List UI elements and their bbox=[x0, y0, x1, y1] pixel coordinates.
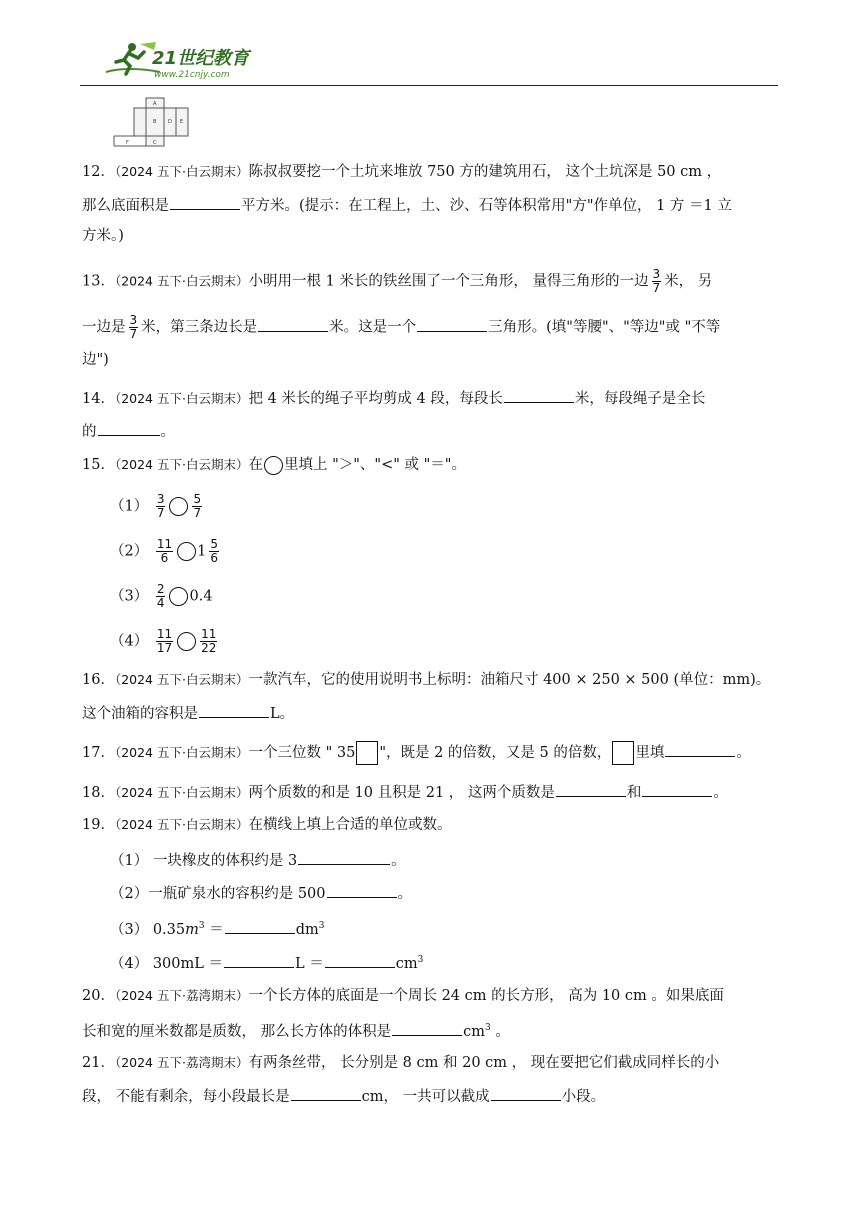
svg-text:F: F bbox=[126, 140, 129, 146]
q19-line1 bbox=[82, 815, 451, 835]
exponent: 3 bbox=[417, 955, 424, 965]
q17-text1a: 一个三位数 " 35 bbox=[248, 745, 356, 761]
q19-item-2 bbox=[82, 882, 412, 904]
fraction-denominator: 6 bbox=[160, 551, 169, 565]
q21-line2 bbox=[82, 1085, 605, 1107]
q15-item-2 bbox=[82, 538, 222, 565]
q15-item-4 bbox=[82, 628, 220, 655]
q20-line2 bbox=[82, 1018, 510, 1042]
q17-text1d: 。 bbox=[736, 745, 751, 761]
compare-circle-input[interactable] bbox=[169, 587, 188, 606]
svg-text:E: E bbox=[180, 119, 184, 125]
q18-number: 18． bbox=[82, 785, 115, 801]
q19-item3-text: （3） 0.35 bbox=[110, 921, 186, 938]
fraction-numerator: 5 bbox=[210, 537, 218, 551]
unit-l: L ＝ bbox=[295, 955, 324, 972]
fraction bbox=[652, 268, 662, 295]
exponent: 3 bbox=[198, 921, 205, 931]
q20-line1 bbox=[82, 986, 724, 1006]
fraction bbox=[192, 493, 202, 520]
q19-blank-2[interactable] bbox=[327, 882, 397, 898]
q15-text1a: 在 bbox=[248, 457, 263, 473]
fraction-numerator: 11 bbox=[201, 627, 217, 641]
fraction-denominator: 4 bbox=[156, 596, 165, 610]
q16-blank[interactable] bbox=[199, 702, 269, 718]
q12-text2a: 那么底面积是 bbox=[82, 198, 169, 214]
q18-blank-1[interactable] bbox=[556, 781, 626, 797]
decimal-value: 0.4 bbox=[189, 588, 213, 605]
q20-blank[interactable] bbox=[392, 1020, 462, 1036]
q19-item-3 bbox=[82, 916, 325, 940]
q20-number: 20． bbox=[82, 988, 115, 1004]
q14-text2b: 。 bbox=[160, 424, 175, 440]
fraction-numerator: 3 bbox=[156, 492, 165, 506]
unit-dm: dm bbox=[295, 921, 319, 938]
q19-item-4 bbox=[82, 950, 423, 974]
fraction bbox=[129, 314, 139, 341]
q19-item4-text: （4） 300mL ＝ bbox=[110, 955, 223, 972]
q15-text1b: 里填上 "＞"、"<" 或 "＝"。 bbox=[283, 457, 466, 473]
q16-line1 bbox=[82, 670, 770, 690]
q13-text1a: 小明用一根 1 米长的铁丝围了一个三角形， 量得三角形的一边 bbox=[248, 273, 649, 290]
q14-blank-2[interactable] bbox=[98, 420, 160, 436]
q13-text3: 边") bbox=[82, 352, 109, 368]
runner-logo-icon bbox=[100, 38, 270, 82]
q12-line1 bbox=[82, 162, 721, 182]
exponent: 3 bbox=[484, 1023, 491, 1033]
q19-text1: 在横线上填上合适的单位或数。 bbox=[248, 817, 452, 833]
q19-blank-4[interactable] bbox=[224, 952, 294, 968]
svg-text:B: B bbox=[153, 119, 157, 125]
compare-circle-icon bbox=[264, 456, 283, 475]
q15-item-3 bbox=[82, 583, 213, 610]
header-divider bbox=[80, 85, 778, 86]
q13-number: 13． bbox=[82, 273, 115, 290]
q14-line1 bbox=[82, 387, 705, 409]
q19-blank-5[interactable] bbox=[325, 952, 395, 968]
q13-text2b: 米，第三条边长是 bbox=[141, 319, 258, 336]
fraction-numerator: 2 bbox=[156, 582, 165, 596]
item-label: （3） bbox=[110, 588, 149, 605]
fraction-numerator: 11 bbox=[156, 537, 173, 551]
q19-item1-text: （1） 一块橡皮的体积约是 3 bbox=[110, 853, 298, 869]
equals: ＝ bbox=[204, 921, 224, 938]
q21-text2b: cm， 一共可以截成 bbox=[361, 1089, 490, 1105]
q19-blank-1[interactable] bbox=[298, 849, 390, 865]
q13-source: （2024 五下·白云期末） bbox=[114, 273, 249, 289]
q13-line2 bbox=[82, 314, 720, 341]
q13-text1b: 米， 另 bbox=[664, 273, 713, 290]
q18-text1c: 。 bbox=[713, 785, 728, 801]
svg-text:A: A bbox=[153, 101, 157, 107]
q12-line2 bbox=[82, 194, 732, 216]
q13-line3 bbox=[82, 350, 109, 370]
q12-text2b: 平方米。(提示：在工程上，土、沙、石等体积常用"方"作单位， 1 方 ＝1 立 bbox=[241, 198, 732, 214]
q17-blank[interactable] bbox=[665, 741, 735, 757]
fraction-denominator: 7 bbox=[129, 327, 138, 341]
q16-text1: 一款汽车，它的使用说明书上标明：油箱尺寸 400 × 250 × 500 (单位：mm)。 bbox=[248, 672, 771, 688]
q12-text3: 方米。) bbox=[82, 228, 124, 244]
svg-text:21世纪教育: 21世纪教育 bbox=[152, 48, 250, 69]
q13-blank-1[interactable] bbox=[258, 316, 328, 332]
unit-m: m bbox=[185, 921, 199, 938]
q21-number: 21． bbox=[82, 1055, 115, 1071]
q13-blank-2[interactable] bbox=[417, 316, 487, 332]
q20-text2d: 。 bbox=[490, 1023, 510, 1040]
fraction bbox=[156, 583, 166, 610]
fraction-denominator: 7 bbox=[193, 506, 202, 520]
compare-circle-input[interactable] bbox=[169, 497, 188, 516]
q21-line1 bbox=[82, 1053, 719, 1073]
q17-line1 bbox=[82, 741, 751, 765]
svg-text:C: C bbox=[153, 140, 157, 146]
brand-logo bbox=[100, 38, 270, 82]
q19-item1-end: 。 bbox=[391, 853, 406, 869]
q12-source: （2024 五下·白云期末） bbox=[114, 164, 249, 179]
q15-item-1 bbox=[82, 493, 205, 520]
q14-text1b: 米，每段绳子是全长 bbox=[574, 391, 706, 407]
q16-line2 bbox=[82, 702, 294, 724]
q12-blank[interactable] bbox=[170, 194, 240, 210]
q12-line3 bbox=[82, 226, 124, 246]
svg-text:www.21cnjy.com: www.21cnjy.com bbox=[154, 70, 230, 80]
fraction-numerator: 3 bbox=[129, 313, 138, 327]
unit-cm: cm bbox=[463, 1023, 485, 1040]
q13-line1 bbox=[82, 268, 712, 295]
fraction bbox=[156, 538, 173, 565]
fraction bbox=[209, 538, 219, 565]
q18-text1a: 两个质数的和是 10 且积是 21 ， 这两个质数是 bbox=[248, 785, 555, 801]
q18-blank-2[interactable] bbox=[642, 781, 712, 797]
fraction bbox=[200, 628, 217, 655]
fraction-denominator: 6 bbox=[210, 551, 218, 565]
q12-text1: 陈叔叔要挖一个土坑来堆放 750 方的建筑用石， 这个土坑深是 50 cm ， bbox=[248, 164, 722, 180]
fraction-denominator: 7 bbox=[652, 281, 661, 295]
mixed-whole: 1 bbox=[197, 543, 207, 560]
item-label: （1） bbox=[110, 498, 149, 515]
cuboid-net-figure bbox=[110, 96, 200, 148]
q17-source: （2024 五下·白云期末） bbox=[114, 745, 249, 760]
q17-number: 17． bbox=[82, 745, 115, 761]
fraction-numerator: 11 bbox=[156, 627, 173, 641]
q21-source: （2024 五下·荔湾期末） bbox=[114, 1055, 249, 1070]
q14-text2a: 的 bbox=[82, 424, 97, 440]
fraction-numerator: 5 bbox=[193, 492, 202, 506]
q14-text1a: 把 4 米长的绳子平均剪成 4 段，每段长 bbox=[248, 391, 503, 407]
q15-line1 bbox=[82, 455, 466, 475]
fraction-denominator: 17 bbox=[156, 641, 173, 655]
q19-number: 19． bbox=[82, 817, 115, 833]
q16-text2a: 这个油箱的容积是 bbox=[82, 706, 198, 722]
digit-box bbox=[612, 741, 634, 765]
q16-source: （2024 五下·白云期末） bbox=[114, 672, 249, 687]
q13-text2a: 一边是 bbox=[82, 319, 126, 336]
q14-source: （2024 五下·白云期末） bbox=[114, 391, 249, 406]
q19-item2-text: （2）一瓶矿泉水的容积约是 500 bbox=[110, 886, 326, 902]
q20-text2a: 长和宽的厘米数都是质数， 那么长方体的体积是 bbox=[82, 1023, 392, 1040]
q19-source: （2024 五下·白云期末） bbox=[114, 817, 249, 832]
q21-text2c: 小段。 bbox=[561, 1089, 606, 1105]
fraction-denominator: 22 bbox=[201, 641, 217, 655]
q13-text2c: 米。这是一个 bbox=[329, 319, 417, 336]
item-label: （4） bbox=[110, 633, 149, 650]
fraction-numerator: 3 bbox=[652, 267, 661, 281]
q21-text2a: 段， 不能有剩余，每小段最长是 bbox=[82, 1089, 290, 1105]
q12-number: 12． bbox=[82, 164, 115, 180]
q18-line1 bbox=[82, 781, 728, 803]
q20-text1: 一个长方体的底面是一个周长 24 cm 的长方形， 高为 10 cm 。如果底面 bbox=[248, 988, 724, 1004]
q15-source: （2024 五下·白云期末） bbox=[114, 457, 249, 472]
q19-item-1 bbox=[82, 849, 406, 871]
q18-text1b: 和 bbox=[626, 785, 642, 801]
svg-text:D: D bbox=[168, 119, 172, 125]
exponent: 3 bbox=[318, 921, 325, 931]
q14-line2 bbox=[82, 420, 175, 442]
compare-circle-input[interactable] bbox=[177, 542, 196, 561]
fraction-denominator: 7 bbox=[156, 506, 165, 520]
q19-item2-end: 。 bbox=[397, 886, 413, 902]
q14-number: 14． bbox=[82, 391, 115, 407]
q21-blank-1[interactable] bbox=[291, 1085, 361, 1101]
unit-cm: cm bbox=[395, 955, 418, 972]
q14-blank-1[interactable] bbox=[504, 387, 574, 403]
digit-box bbox=[356, 741, 378, 765]
q21-blank-2[interactable] bbox=[491, 1085, 561, 1101]
q20-source: （2024 五下·荔湾期末） bbox=[114, 988, 249, 1003]
q17-text1b: "，既是 2 的倍数，又是 5 的倍数， bbox=[379, 745, 612, 761]
q21-text1: 有两条丝带， 长分别是 8 cm 和 20 cm ， 现在要把它们截成同样长的小 bbox=[248, 1055, 720, 1071]
q18-source: （2024 五下·白云期末） bbox=[114, 785, 249, 800]
q16-text2b: L。 bbox=[270, 706, 295, 722]
q17-text1c: 里填 bbox=[635, 745, 665, 761]
q13-text2d: 三角形。(填"等腰"、"等边"或 "不等 bbox=[488, 319, 721, 336]
q16-number: 16． bbox=[82, 672, 115, 688]
q15-number: 15． bbox=[82, 457, 115, 473]
fraction bbox=[156, 628, 173, 655]
compare-circle-input[interactable] bbox=[177, 632, 196, 651]
q19-blank-3[interactable] bbox=[225, 918, 295, 934]
fraction bbox=[156, 493, 166, 520]
item-label: （2） bbox=[110, 543, 149, 560]
